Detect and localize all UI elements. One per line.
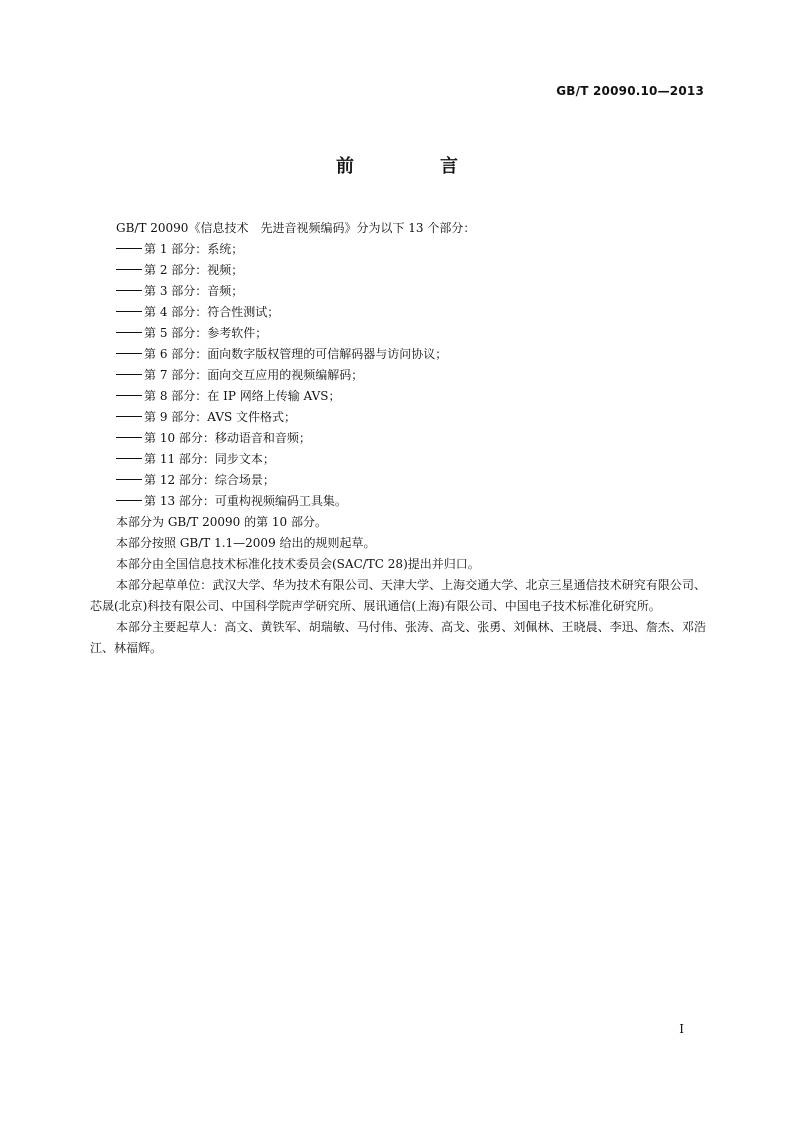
- dash-icon: [116, 500, 142, 501]
- dash-icon: [116, 395, 142, 396]
- list-item-text: 第 9 部分：AVS 文件格式；: [144, 410, 297, 424]
- list-item-text: 第 6 部分：面向数字版权管理的可信解码器与访问协议；: [144, 347, 448, 361]
- dash-icon: [116, 248, 142, 249]
- dash-icon: [116, 374, 142, 375]
- foreword-body: [90, 218, 706, 659]
- dash-icon: [116, 458, 142, 459]
- list-item-text: 第 12 部分：综合场景；: [144, 473, 275, 487]
- list-item: [90, 449, 706, 470]
- intro-paragraph: GB/T 20090《信息技术 先进音视频编码》分为以下 13 个部分：: [116, 221, 476, 235]
- list-item: [90, 491, 706, 512]
- list-item-text: 第 13 部分：可重构视频编码工具集。: [144, 494, 347, 508]
- page-title: 前 言: [336, 156, 492, 177]
- standard-code: GB/T 20090.10—2013: [556, 84, 704, 98]
- list-item: [90, 281, 706, 302]
- page-number: I: [679, 1022, 684, 1036]
- dash-icon: [116, 311, 142, 312]
- list-item: [90, 407, 706, 428]
- list-item-text: 第 4 部分：符合性测试；: [144, 305, 280, 319]
- list-item: [90, 386, 706, 407]
- drafting-rules-paragraph: 本部分按照 GB/T 1.1—2009 给出的规则起草。: [116, 536, 376, 550]
- list-item-text: 第 5 部分：参考软件；: [144, 326, 268, 340]
- drafters-paragraph: 本部分主要起草人：高文、黄铁军、胡瑞敏、马付伟、张涛、高戈、张勇、刘佩林、王晓晨、李迅、詹杰、邓浩江、林福辉。: [90, 620, 706, 655]
- list-item-text: 第 11 部分：同步文本；: [144, 452, 275, 466]
- dash-icon: [116, 332, 142, 333]
- list-item-text: 第 1 部分：系统；: [144, 242, 244, 256]
- list-item-text: 第 2 部分：视频；: [144, 263, 244, 277]
- drafting-units-paragraph: 本部分起草单位：武汉大学、华为技术有限公司、天津大学、上海交通大学、北京三星通信技术研究有限公司、芯晟(北京)科技有限公司、中国科学院声学研究所、展讯通信(上海)有限公司、中国电子技术标准化研究所。: [90, 578, 706, 613]
- list-item-text: 第 7 部分：面向交互应用的视频编解码；: [144, 368, 364, 382]
- dash-icon: [116, 437, 142, 438]
- list-item: [90, 470, 706, 491]
- list-item: [90, 323, 706, 344]
- this-part-paragraph: 本部分为 GB/T 20090 的第 10 部分。: [116, 515, 327, 529]
- parts-list: [90, 239, 706, 512]
- dash-icon: [116, 269, 142, 270]
- list-item: [90, 260, 706, 281]
- dash-icon: [116, 290, 142, 291]
- list-item-text: 第 8 部分：在 IP 网络上传输 AVS；: [144, 389, 341, 403]
- dash-icon: [116, 416, 142, 417]
- list-item: [90, 344, 706, 365]
- dash-icon: [116, 353, 142, 354]
- list-item-text: 第 3 部分：音频；: [144, 284, 244, 298]
- list-item: [90, 428, 706, 449]
- dash-icon: [116, 479, 142, 480]
- list-item-text: 第 10 部分：移动语音和音频；: [144, 431, 311, 445]
- list-item: [90, 365, 706, 386]
- proposer-paragraph: 本部分由全国信息技术标准化技术委员会(SAC/TC 28)提出并归口。: [116, 557, 480, 571]
- list-item: [90, 239, 706, 260]
- list-item: [90, 302, 706, 323]
